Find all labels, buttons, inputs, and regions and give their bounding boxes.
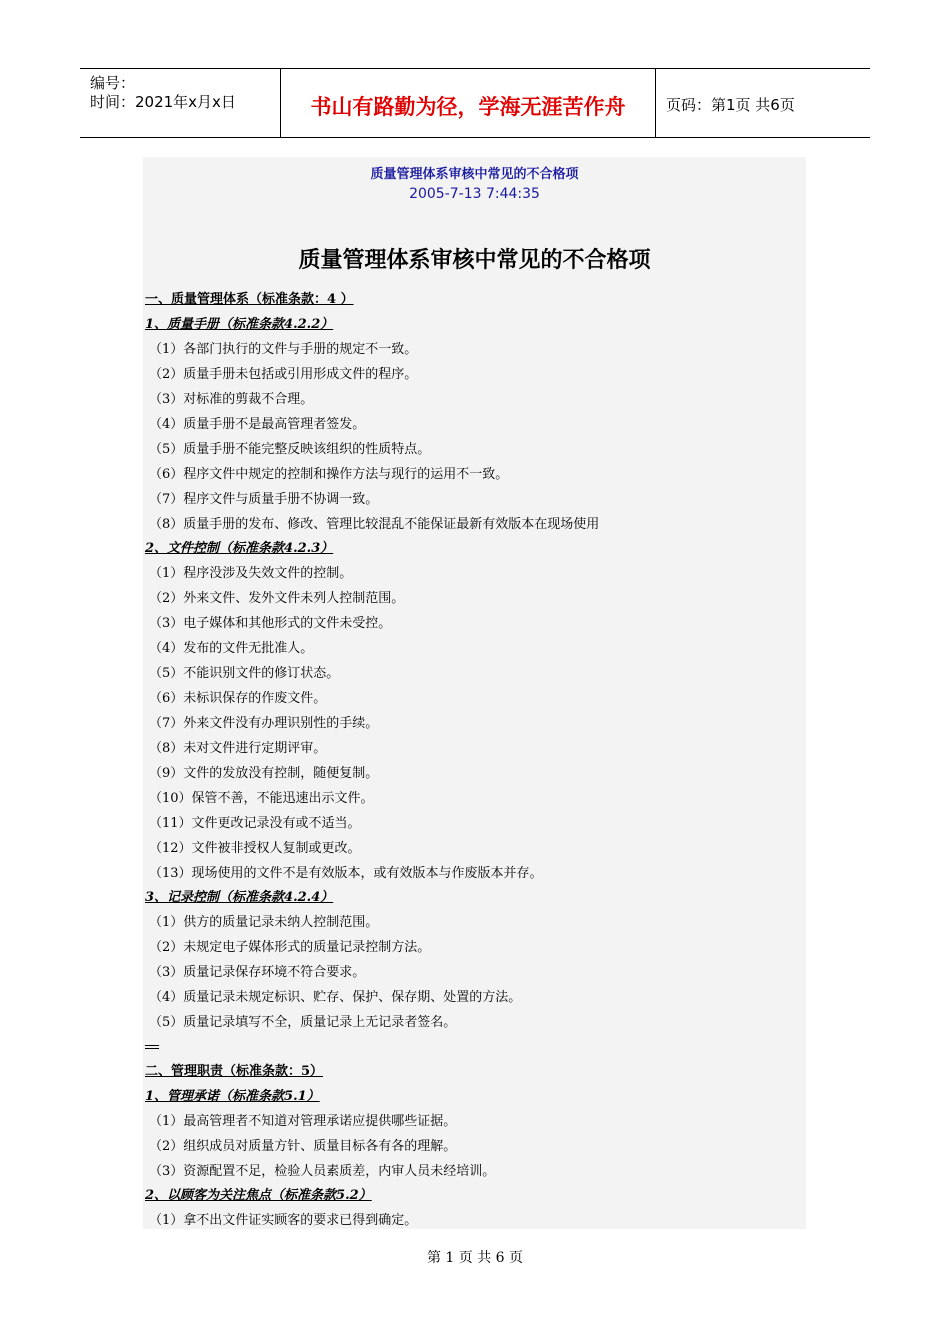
list-item: （9）文件的发放没有控制，随便复制。 <box>149 766 379 781</box>
list-item: （2）质量手册未包括或引用形成文件的程序。 <box>149 367 418 382</box>
list-item: （10）保管不善，不能迅速出示文件。 <box>149 791 374 806</box>
list-item: （7）外来文件没有办理识别性的手续。 <box>149 716 379 731</box>
section-heading-1: 一、质量管理体系（标准条款：4 ） <box>145 292 354 307</box>
list-item: （2）外来文件、发外文件未列人控制范围。 <box>149 591 405 606</box>
list-item: （6）未标识保存的作废文件。 <box>149 691 327 706</box>
list-item: （2）未规定电子媒体形式的质量记录控制方法。 <box>149 940 431 955</box>
list-item: （1）拿不出文件证实顾客的要求已得到确定。 <box>149 1213 418 1228</box>
list-item: （5）质量手册不能完整反映该组织的性质特点。 <box>149 442 431 457</box>
page-header-table <box>80 68 870 138</box>
subsection-heading-record-control: 3、记录控制（标准条款4.2.4） <box>145 890 334 905</box>
content-panel <box>143 157 806 1229</box>
subsection-heading-management-commitment: 1、管理承诺（标准条款5.1） <box>145 1089 320 1104</box>
list-item: （5）不能识别文件的修订状态。 <box>149 666 340 681</box>
divider <box>145 1048 159 1049</box>
doc-title: 质量管理体系审核中常见的不合格项 <box>298 248 651 273</box>
list-item: （4）质量手册不是最高管理者签发。 <box>149 417 366 432</box>
list-item: （1）供方的质量记录未纳人控制范围。 <box>149 915 379 930</box>
motto-text: 书山有路勤为径，学海无涯苦作舟 <box>310 95 626 119</box>
header-page-cell <box>656 69 870 137</box>
list-item: （1）最高管理者不知道对管理承诺应提供哪些证据。 <box>149 1114 457 1129</box>
list-item: （11）文件更改记录没有或不适当。 <box>149 816 361 831</box>
subsection-heading-quality-manual: 1、质量手册（标准条款4.2.2） <box>145 317 334 332</box>
list-item: （3）资源配置不足，检验人员素质差，内审人员未经培训。 <box>149 1164 496 1179</box>
page-footer: 第 1 页 共 6 页 <box>426 1250 524 1266</box>
list-item: （6）程序文件中规定的控制和操作方法与现行的运用不一致。 <box>149 467 509 482</box>
header-meta-cell <box>80 69 280 137</box>
list-item: （1）各部门执行的文件与手册的规定不一致。 <box>149 342 418 357</box>
header-motto-cell <box>280 69 656 137</box>
list-item: （3）对标准的剪裁不合理。 <box>149 392 314 407</box>
list-item: （7）程序文件与质量手册不协调一致。 <box>149 492 379 507</box>
divider <box>145 1045 159 1046</box>
list-item: （8）质量手册的发布、修改、管理比较混乱不能保证最新有效版本在现场使用 <box>149 517 600 532</box>
list-item: （3）质量记录保存环境不符合要求。 <box>149 965 366 980</box>
page-info: 页码：第1页 共6页 <box>666 96 795 114</box>
list-item: （3）电子媒体和其他形式的文件未受控。 <box>149 616 392 631</box>
list-item: （1）程序没涉及失效文件的控制。 <box>149 566 353 581</box>
section-heading-2: 二、管理职责（标准条款：5） <box>145 1064 324 1079</box>
list-item: （8）未对文件进行定期评审。 <box>149 741 327 756</box>
subsection-heading-document-control: 2、文件控制（标准条款4.2.3） <box>145 541 334 556</box>
list-item: （5）质量记录填写不全，质量记录上无记录者签名。 <box>149 1015 457 1030</box>
doc-title-small: 质量管理体系审核中常见的不合格项 <box>370 167 579 182</box>
subsection-heading-customer-focus: 2、以顾客为关注焦点（标准条款5.2） <box>145 1188 372 1203</box>
doc-date: 2005-7-13 7:44:35 <box>409 186 540 202</box>
list-item: （12）文件被非授权人复制或更改。 <box>149 841 361 856</box>
time-line: 时间：2021年x月x日 <box>90 93 236 111</box>
list-item: （4）发布的文件无批准人。 <box>149 641 314 656</box>
number-label: 编号： <box>90 74 136 92</box>
list-item: （4）质量记录未规定标识、贮存、保护、保存期、处置的方法。 <box>149 990 522 1005</box>
list-item: （13）现场使用的文件不是有效版本，或有效版本与作废版本并存。 <box>149 866 543 881</box>
list-item: （2）组织成员对质量方针、质量目标各有各的理解。 <box>149 1139 457 1154</box>
